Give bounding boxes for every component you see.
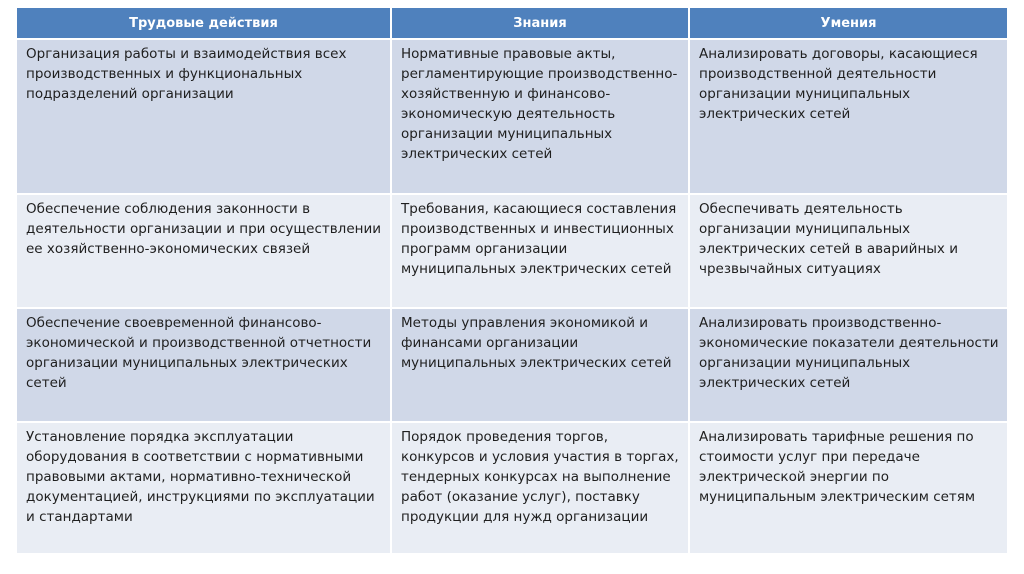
- table-row: [17, 422, 1007, 554]
- cell-action: Обеспечение своевременной финансово-экономической и производственной отчетности организации муниципальных электрических сетей: [17, 308, 391, 422]
- header-labor-actions: Трудовые действия: [17, 8, 391, 39]
- cell-skill: Анализировать договоры, касающиеся производственной деятельности организации муниципальных электрических сетей: [689, 39, 1007, 194]
- header-knowledge: Знания: [391, 8, 689, 39]
- cell-action: Установление порядка эксплуатации оборудования в соответствии с нормативными правовыми актами, нормативно-технической документацией, инструкциями по эксплуатации и стандартами: [17, 422, 391, 554]
- cell-action: Организация работы и взаимодействия всех производственных и функциональных подразделений организации: [17, 39, 391, 194]
- header-row: [17, 8, 1007, 39]
- cell-knowledge: Методы управления экономикой и финансами организации муниципальных электрических сетей: [391, 308, 689, 422]
- cell-skill: Анализировать производственно-экономические показатели деятельности организации муниципальных электрических сетей: [689, 308, 1007, 422]
- table-row: [17, 308, 1007, 422]
- table-row: [17, 39, 1007, 194]
- cell-skill: Обеспечивать деятельность организации муниципальных электрических сетей в аварийных и чрезвычайных ситуациях: [689, 194, 1007, 308]
- cell-knowledge: Порядок проведения торгов, конкурсов и условия участия в торгах, тендерных конкурсах на выполнение работ (оказание услуг), поставку продукции для нужд организации: [391, 422, 689, 554]
- cell-action: Обеспечение соблюдения законности в деятельности организации и при осуществлении ее хозяйственно-экономических связей: [17, 194, 391, 308]
- competency-table: [17, 8, 1007, 555]
- table-row: [17, 194, 1007, 308]
- cell-skill: Анализировать тарифные решения по стоимости услуг при передаче электрической энергии по муниципальным электрическим сетям: [689, 422, 1007, 554]
- cell-knowledge: Требования, касающиеся составления производственных и инвестиционных программ организации муниципальных электрических сетей: [391, 194, 689, 308]
- header-skills: Умения: [689, 8, 1007, 39]
- cell-knowledge: Нормативные правовые акты, регламентирующие производственно-хозяйственную и финансово-экономическую деятельность организации муниципальных электрических сетей: [391, 39, 689, 194]
